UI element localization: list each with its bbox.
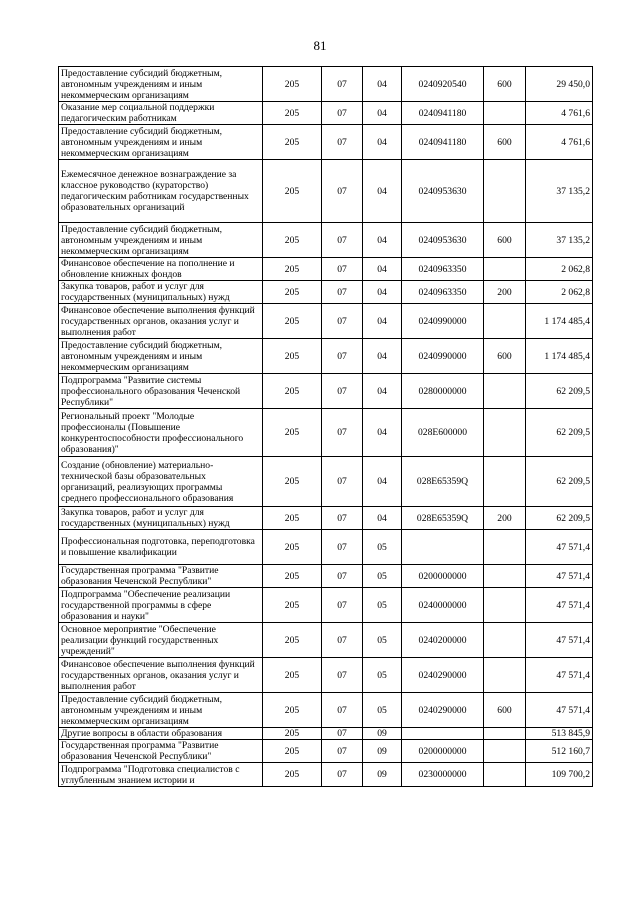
row-target-article-code: 0200000000 (402, 565, 484, 588)
row-description: Предоставление субсидий бюджетным, автономным учреждениям и иным некоммерческим организациям (59, 693, 263, 728)
row-section-code: 07 (322, 693, 363, 728)
row-expense-type-code (484, 160, 526, 223)
row-description: Региональный проект "Молодые профессионалы (Повышение конкурентоспособности профессионального образования)" (59, 409, 263, 457)
table-row (59, 693, 593, 728)
row-expense-type-code (484, 258, 526, 281)
table-body (59, 67, 593, 787)
table-row (59, 67, 593, 102)
row-description: Предоставление субсидий бюджетным, автономным учреждениям и иным некоммерческим организациям (59, 125, 263, 160)
row-amount: 512 160,7 (526, 740, 593, 763)
row-amount: 37 135,2 (526, 223, 593, 258)
row-expense-type-code: 600 (484, 125, 526, 160)
row-target-article-code: 0240000000 (402, 588, 484, 623)
row-expense-type-code (484, 565, 526, 588)
row-grbs-code: 205 (263, 530, 322, 565)
row-grbs-code: 205 (263, 507, 322, 530)
row-grbs-code: 205 (263, 658, 322, 693)
row-description: Государственная программа "Развитие образования Чеченской Республики" (59, 740, 263, 763)
row-subsection-code: 05 (363, 623, 402, 658)
row-subsection-code: 04 (363, 339, 402, 374)
row-expense-type-code (484, 740, 526, 763)
row-grbs-code: 205 (263, 258, 322, 281)
row-subsection-code: 05 (363, 565, 402, 588)
row-section-code: 07 (322, 223, 363, 258)
row-description: Предоставление субсидий бюджетным, автономным учреждениям и иным некоммерческим организациям (59, 339, 263, 374)
row-target-article-code: 0240290000 (402, 658, 484, 693)
row-section-code: 07 (322, 763, 363, 787)
row-grbs-code: 205 (263, 728, 322, 740)
row-expense-type-code: 200 (484, 507, 526, 530)
row-grbs-code: 205 (263, 67, 322, 102)
table-row (59, 374, 593, 409)
row-expense-type-code (484, 623, 526, 658)
row-expense-type-code (484, 374, 526, 409)
row-subsection-code: 04 (363, 223, 402, 258)
row-amount: 62 209,5 (526, 374, 593, 409)
row-subsection-code: 04 (363, 457, 402, 507)
row-amount: 47 571,4 (526, 565, 593, 588)
table-row (59, 728, 593, 740)
table-row (59, 409, 593, 457)
row-target-article-code: 0240963350 (402, 258, 484, 281)
row-grbs-code: 205 (263, 763, 322, 787)
row-amount: 1 174 485,4 (526, 339, 593, 374)
row-grbs-code: 205 (263, 457, 322, 507)
row-grbs-code: 205 (263, 409, 322, 457)
row-amount: 109 700,2 (526, 763, 593, 787)
table-row (59, 740, 593, 763)
row-section-code: 07 (322, 160, 363, 223)
row-amount: 4 761,6 (526, 102, 593, 125)
row-description: Создание (обновление) материально-технической базы образовательных организаций, реализующих программы среднего профессионального образования (59, 457, 263, 507)
row-description: Предоставление субсидий бюджетным, автономным учреждениям и иным некоммерческим организациям (59, 223, 263, 258)
table-row (59, 281, 593, 304)
row-section-code: 07 (322, 623, 363, 658)
row-description: Профессиональная подготовка, переподготовка и повышение квалификации (59, 530, 263, 565)
row-amount: 62 209,5 (526, 409, 593, 457)
row-target-article-code: 0240941180 (402, 102, 484, 125)
row-target-article-code: 0240290000 (402, 693, 484, 728)
row-expense-type-code: 600 (484, 339, 526, 374)
row-description: Финансовое обеспечение выполнения функций государственных органов, оказания услуг и выполнения работ (59, 304, 263, 339)
row-description: Финансовое обеспечение выполнения функций государственных органов, оказания услуг и выполнения работ (59, 658, 263, 693)
row-section-code: 07 (322, 457, 363, 507)
row-expense-type-code (484, 102, 526, 125)
row-grbs-code: 205 (263, 281, 322, 304)
row-amount: 47 571,4 (526, 658, 593, 693)
row-subsection-code: 09 (363, 763, 402, 787)
table-row (59, 160, 593, 223)
row-expense-type-code (484, 457, 526, 507)
row-expense-type-code: 600 (484, 223, 526, 258)
row-target-article-code: 0240941180 (402, 125, 484, 160)
row-section-code: 07 (322, 67, 363, 102)
row-description: Основное мероприятие "Обеспечение реализации функций государственных учреждений" (59, 623, 263, 658)
row-subsection-code: 04 (363, 67, 402, 102)
table-row (59, 763, 593, 787)
row-section-code: 07 (322, 281, 363, 304)
row-section-code: 07 (322, 102, 363, 125)
row-subsection-code: 04 (363, 507, 402, 530)
row-description: Подпрограмма "Развитие системы профессионального образования Чеченской Республики" (59, 374, 263, 409)
table-row (59, 530, 593, 565)
table-row (59, 588, 593, 623)
row-amount: 47 571,4 (526, 623, 593, 658)
row-section-code: 07 (322, 728, 363, 740)
row-subsection-code: 05 (363, 658, 402, 693)
row-grbs-code: 205 (263, 223, 322, 258)
row-section-code: 07 (322, 339, 363, 374)
row-description: Подпрограмма "Подготовка специалистов с углубленным знанием истории и (59, 763, 263, 787)
row-target-article-code: 028E65359Q (402, 457, 484, 507)
row-grbs-code: 205 (263, 623, 322, 658)
table-row (59, 507, 593, 530)
row-subsection-code: 05 (363, 693, 402, 728)
row-target-article-code: 0240200000 (402, 623, 484, 658)
row-expense-type-code (484, 409, 526, 457)
table-row (59, 565, 593, 588)
row-target-article-code (402, 728, 484, 740)
table-row (59, 623, 593, 658)
row-description: Подпрограмма "Обеспечение реализации государственной программы в сфере образования и науки" (59, 588, 263, 623)
row-section-code: 07 (322, 374, 363, 409)
row-amount: 62 209,5 (526, 457, 593, 507)
row-grbs-code: 205 (263, 740, 322, 763)
row-section-code: 07 (322, 565, 363, 588)
row-subsection-code: 09 (363, 740, 402, 763)
table-row (59, 258, 593, 281)
row-expense-type-code: 200 (484, 281, 526, 304)
row-description: Другие вопросы в области образования (59, 728, 263, 740)
row-expense-type-code: 600 (484, 693, 526, 728)
row-expense-type-code (484, 658, 526, 693)
row-grbs-code: 205 (263, 374, 322, 409)
row-section-code: 07 (322, 125, 363, 160)
row-expense-type-code (484, 728, 526, 740)
row-target-article-code: 0240920540 (402, 67, 484, 102)
row-description: Закупка товаров, работ и услуг для государственных (муниципальных) нужд (59, 507, 263, 530)
row-description: Финансовое обеспечение на пополнение и обновление книжных фондов (59, 258, 263, 281)
row-amount: 2 062,8 (526, 258, 593, 281)
row-section-code: 07 (322, 530, 363, 565)
row-expense-type-code: 600 (484, 67, 526, 102)
row-grbs-code: 205 (263, 565, 322, 588)
row-subsection-code: 05 (363, 588, 402, 623)
row-section-code: 07 (322, 507, 363, 530)
row-target-article-code: 0240953630 (402, 223, 484, 258)
row-target-article-code: 028E600000 (402, 409, 484, 457)
row-target-article-code: 0240953630 (402, 160, 484, 223)
row-amount: 47 571,4 (526, 693, 593, 728)
row-target-article-code: 028E65359Q (402, 507, 484, 530)
table-row (59, 223, 593, 258)
page-number: 81 (313, 38, 327, 53)
row-subsection-code: 04 (363, 160, 402, 223)
row-grbs-code: 205 (263, 125, 322, 160)
row-target-article-code: 0240990000 (402, 339, 484, 374)
row-amount: 2 062,8 (526, 281, 593, 304)
row-target-article-code: 0230000000 (402, 763, 484, 787)
row-grbs-code: 205 (263, 693, 322, 728)
row-amount: 47 571,4 (526, 530, 593, 565)
row-section-code: 07 (322, 588, 363, 623)
row-subsection-code: 04 (363, 258, 402, 281)
row-target-article-code: 0280000000 (402, 374, 484, 409)
row-section-code: 07 (322, 658, 363, 693)
row-section-code: 07 (322, 409, 363, 457)
row-amount: 47 571,4 (526, 588, 593, 623)
row-grbs-code: 205 (263, 102, 322, 125)
row-grbs-code: 205 (263, 339, 322, 374)
row-subsection-code: 04 (363, 304, 402, 339)
row-target-article-code (402, 530, 484, 565)
row-expense-type-code (484, 763, 526, 787)
row-subsection-code: 04 (363, 409, 402, 457)
row-expense-type-code (484, 304, 526, 339)
row-amount: 37 135,2 (526, 160, 593, 223)
row-grbs-code: 205 (263, 588, 322, 623)
row-amount: 1 174 485,4 (526, 304, 593, 339)
row-grbs-code: 205 (263, 304, 322, 339)
row-subsection-code: 04 (363, 102, 402, 125)
row-expense-type-code (484, 530, 526, 565)
table-row (59, 125, 593, 160)
row-grbs-code: 205 (263, 160, 322, 223)
row-expense-type-code (484, 588, 526, 623)
row-section-code: 07 (322, 740, 363, 763)
table-row (59, 339, 593, 374)
row-subsection-code: 04 (363, 125, 402, 160)
row-amount: 4 761,6 (526, 125, 593, 160)
row-amount: 513 845,9 (526, 728, 593, 740)
row-description: Закупка товаров, работ и услуг для государственных (муниципальных) нужд (59, 281, 263, 304)
row-target-article-code: 0240963350 (402, 281, 484, 304)
table-row (59, 457, 593, 507)
row-subsection-code: 04 (363, 374, 402, 409)
row-description: Государственная программа "Развитие образования Чеченской Республики" (59, 565, 263, 588)
row-section-code: 07 (322, 304, 363, 339)
table-row (59, 102, 593, 125)
row-target-article-code: 0240990000 (402, 304, 484, 339)
row-subsection-code: 09 (363, 728, 402, 740)
row-description: Ежемесячное денежное вознаграждение за классное руководство (кураторство) педагогическим работникам государственных образовательных организаций (59, 160, 263, 223)
row-description: Предоставление субсидий бюджетным, автономным учреждениям и иным некоммерческим организациям (59, 67, 263, 102)
budget-table (58, 66, 593, 787)
row-description: Оказание мер социальной поддержки педагогическим работникам (59, 102, 263, 125)
row-section-code: 07 (322, 258, 363, 281)
table-row (59, 658, 593, 693)
row-subsection-code: 05 (363, 530, 402, 565)
row-amount: 29 450,0 (526, 67, 593, 102)
table-row (59, 304, 593, 339)
row-target-article-code: 0200000000 (402, 740, 484, 763)
row-subsection-code: 04 (363, 281, 402, 304)
row-amount: 62 209,5 (526, 507, 593, 530)
